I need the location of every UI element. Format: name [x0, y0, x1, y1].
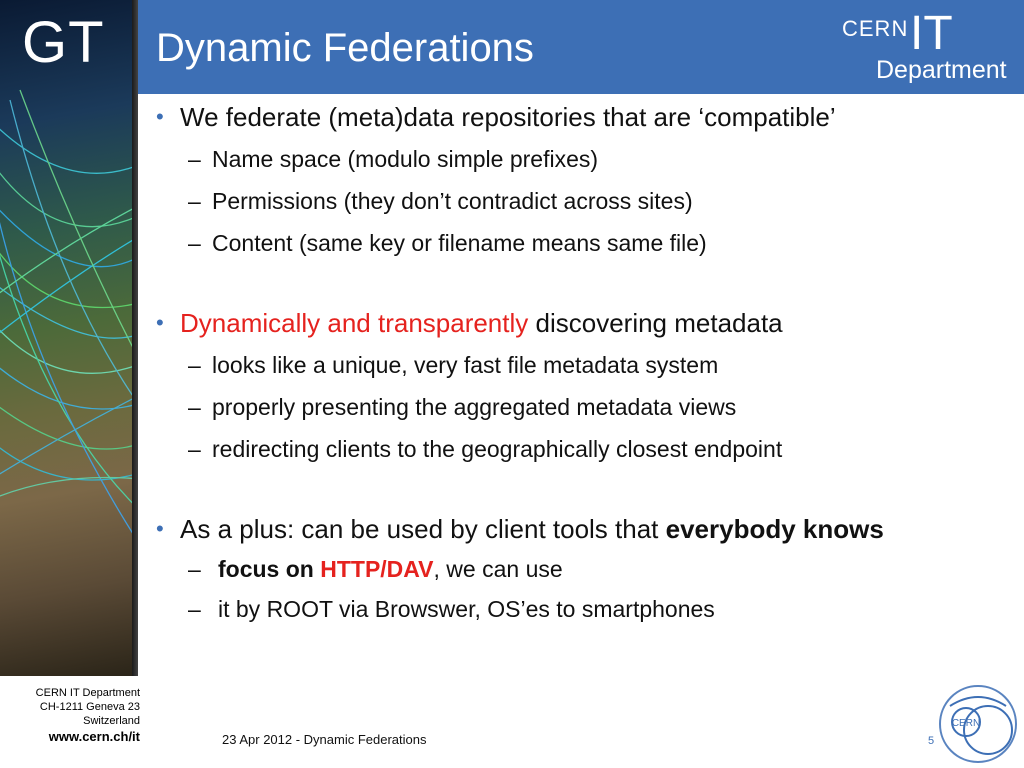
sub-bullet-text: it by ROOT via Browswer, OS’es to smartphones [218, 596, 715, 622]
title-bar [138, 0, 1024, 94]
bullet-2-text: discovering metadata [528, 308, 783, 338]
sub-bullet-text: Name space (modulo simple prefixes) [212, 146, 599, 172]
website-link[interactable]: www.cern.ch/it [48, 729, 140, 744]
sub-bullet: – Name space (modulo simple prefixes) [188, 146, 599, 172]
sub-bullet-text: properly presenting the aggregated metadata views [212, 394, 737, 420]
address-line: CERN IT Department [35, 687, 140, 699]
sub-bullet: – redirecting clients to the geographically closest endpoint [188, 436, 783, 462]
sub-bullet-text: Content (same key or filename means same file) [212, 230, 707, 256]
logo-it-text: IT [910, 7, 953, 60]
logo-cern-text: CERN [842, 16, 909, 41]
emblem-text: CERN [951, 718, 981, 729]
cern-it-department-logo [816, 7, 1016, 84]
logo-department-text: Department [876, 56, 1007, 84]
sub-bullet: – properly presenting the aggregated metadata views [188, 394, 737, 420]
sub-bullet-highlight: HTTP/DAV [320, 556, 434, 582]
sub-bullet: – Permissions (they don’t contradict across sites) [188, 188, 693, 214]
sub-bullet-text: redirecting clients to the geographically closest endpoint [212, 436, 783, 462]
slide-content [156, 96, 1006, 624]
sub-bullet: – focus on HTTP/DAV, we can use [188, 556, 563, 582]
sub-bullet-text: looks like a unique, very fast file metadata system [212, 352, 719, 378]
bullet-3-bold: everybody knows [665, 514, 884, 544]
footer-date-title: 23 Apr 2012 - Dynamic Federations [222, 732, 427, 747]
network-lines-graphic [0, 0, 138, 676]
bullet-3-text: As a plus: can be used by client tools that [180, 514, 666, 544]
sub-bullet: – it by ROOT via Browswer, OS’es to smartphones [188, 596, 715, 622]
bullet-3 [156, 512, 956, 546]
bullet-marker: • [156, 516, 164, 541]
sub-bullet-bold: focus on [218, 556, 321, 582]
earth-image-strip [0, 0, 138, 676]
bullet-marker: • [156, 310, 164, 335]
bullet-1 [156, 100, 1006, 134]
bullet-2-highlight: Dynamically and transparently [180, 308, 529, 338]
bullet-2 [156, 306, 1006, 340]
sub-bullet-text: Permissions (they don’t contradict across sites) [212, 188, 693, 214]
sub-bullet: – Content (same key or filename means same file) [188, 230, 707, 256]
address-line: CH-1211 Geneva 23 [39, 701, 140, 713]
page-number: 5 [928, 735, 935, 747]
bullet-marker: • [156, 104, 164, 129]
cern-emblem-icon [936, 682, 1020, 766]
bullet-1-text: We federate (meta)data repositories that are ‘compatible’ [180, 102, 836, 132]
gt-logo: GT [22, 10, 105, 75]
sub-bullet: – looks like a unique, very fast file metadata system [188, 352, 719, 378]
earth-strip-edge [132, 0, 138, 676]
slide-title: Dynamic Federations [156, 26, 534, 70]
sub-bullet-text: , we can use [433, 556, 563, 582]
footer-address [0, 686, 140, 744]
address-line: Switzerland [83, 715, 140, 727]
